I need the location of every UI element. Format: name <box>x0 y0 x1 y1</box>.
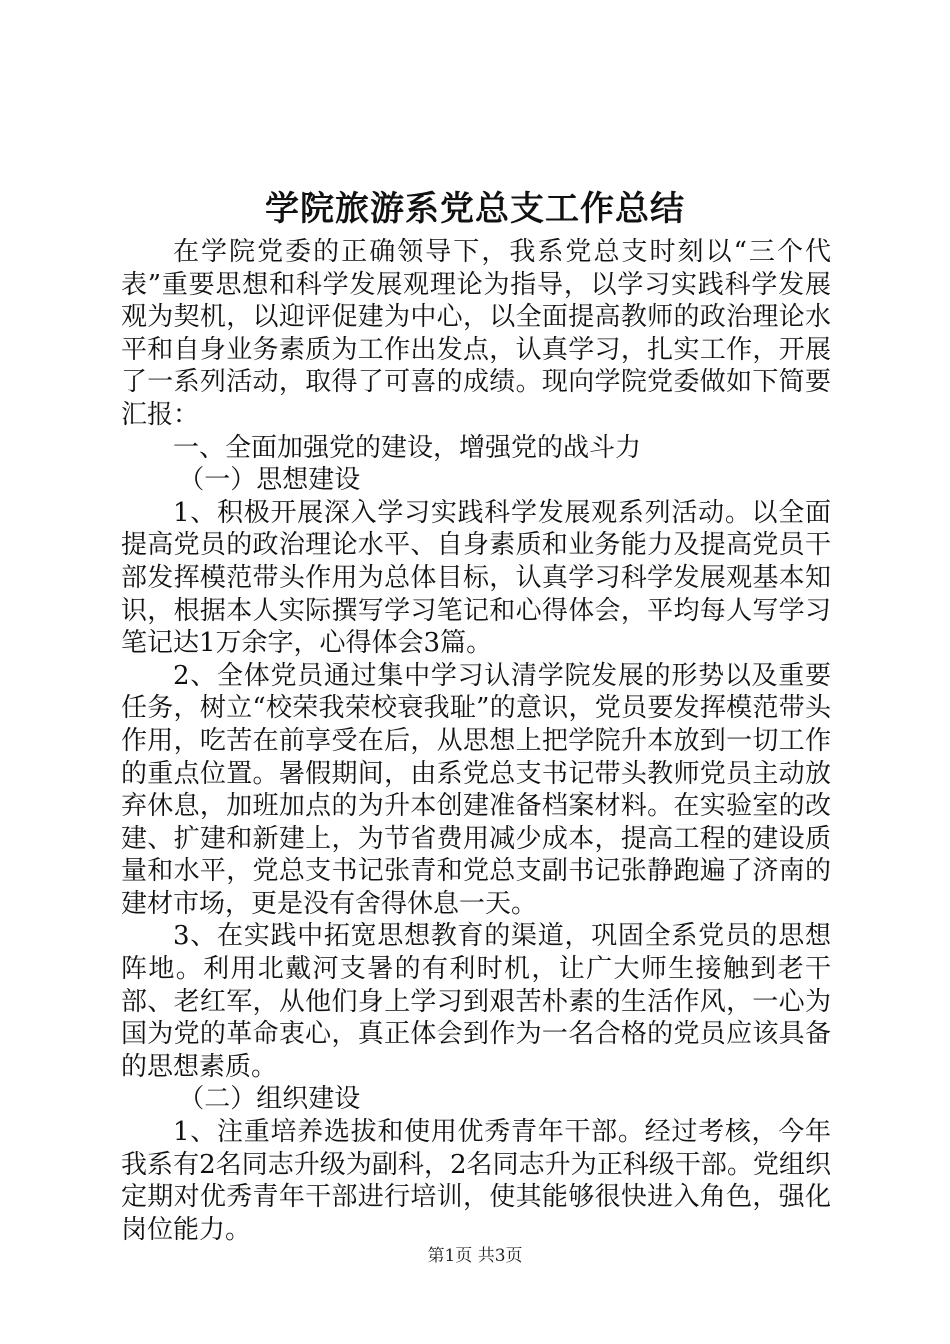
page-number-footer: 第1页 共3页 <box>427 1246 523 1266</box>
body-paragraph: 2、全体党员通过集中学习认清学院发展的形势以及重要任务，树立“校荣我荣校衰我耻”的意识，党员要发挥模范带头作用，吃苦在前享受在后，从思想上把学院升本放到一切工作的重点位置。暑假期间，由系党总支书记带头教师党员主动放弃休息，加班加点的为升本创建准备档案材料。在实验室的改建、扩建和新建上，为节省费用减少成本，提高工程的建设质量和水平，党总支书记张青和党总支副书记张静跑遍了济南的建材市场，更是没有舍得休息一天。 <box>121 660 831 919</box>
document-body <box>121 236 831 1246</box>
document-title: 学院旅游系党总支工作总结 <box>265 189 685 229</box>
body-paragraph: 1、积极开展深入学习实践科学发展观系列活动。以全面提高党员的政治理论水平、自身素质和业务能力及提高党员干部发挥模范带头作用为总体目标，认真学习科学发展观基本知识，根据本人实际撰写学习笔记和心得体会，平均每人写学习笔记达1万余字，心得体会3篇。 <box>121 497 831 659</box>
subsection-heading-organization: （二）组织建设 <box>178 1084 361 1115</box>
section-heading-party-building: 一、全面加强党的建设，增强党的战斗力 <box>173 432 642 463</box>
body-paragraph: 3、在实践中拓宽思想教育的渠道，巩固全系党员的思想阵地。利用北戴河支暑的有利时机，让广大师生接触到老干部、老红军，从他们身上学习到艰苦朴素的生活作风，一心为国为党的革命衷心，真正体会到作为一名合格的党员应该具备的思想素质。 <box>121 921 831 1082</box>
intro-paragraph: 在学院党委的正确领导下，我系党总支时刻以“三个代表”重要思想和科学发展观理论为指导，以学习实践科学发展观为契机，以迎评促建为中心，以全面提高教师的政治理论水平和自身业务素质为工作出发点，认真学习，扎实工作，开展了一系列活动，取得了可喜的成绩。现向学院党委做如下简要汇报： <box>121 237 831 430</box>
subsection-heading-ideology: （一）思想建设 <box>178 465 361 496</box>
body-paragraph: 1、注重培养选拔和使用优秀青年干部。经过考核，今年我系有2名同志升级为副科，2名同志升为正科级干部。党组织定期对优秀青年干部进行培训，使其能够很快进入角色，强化岗位能力。 <box>121 1117 831 1245</box>
